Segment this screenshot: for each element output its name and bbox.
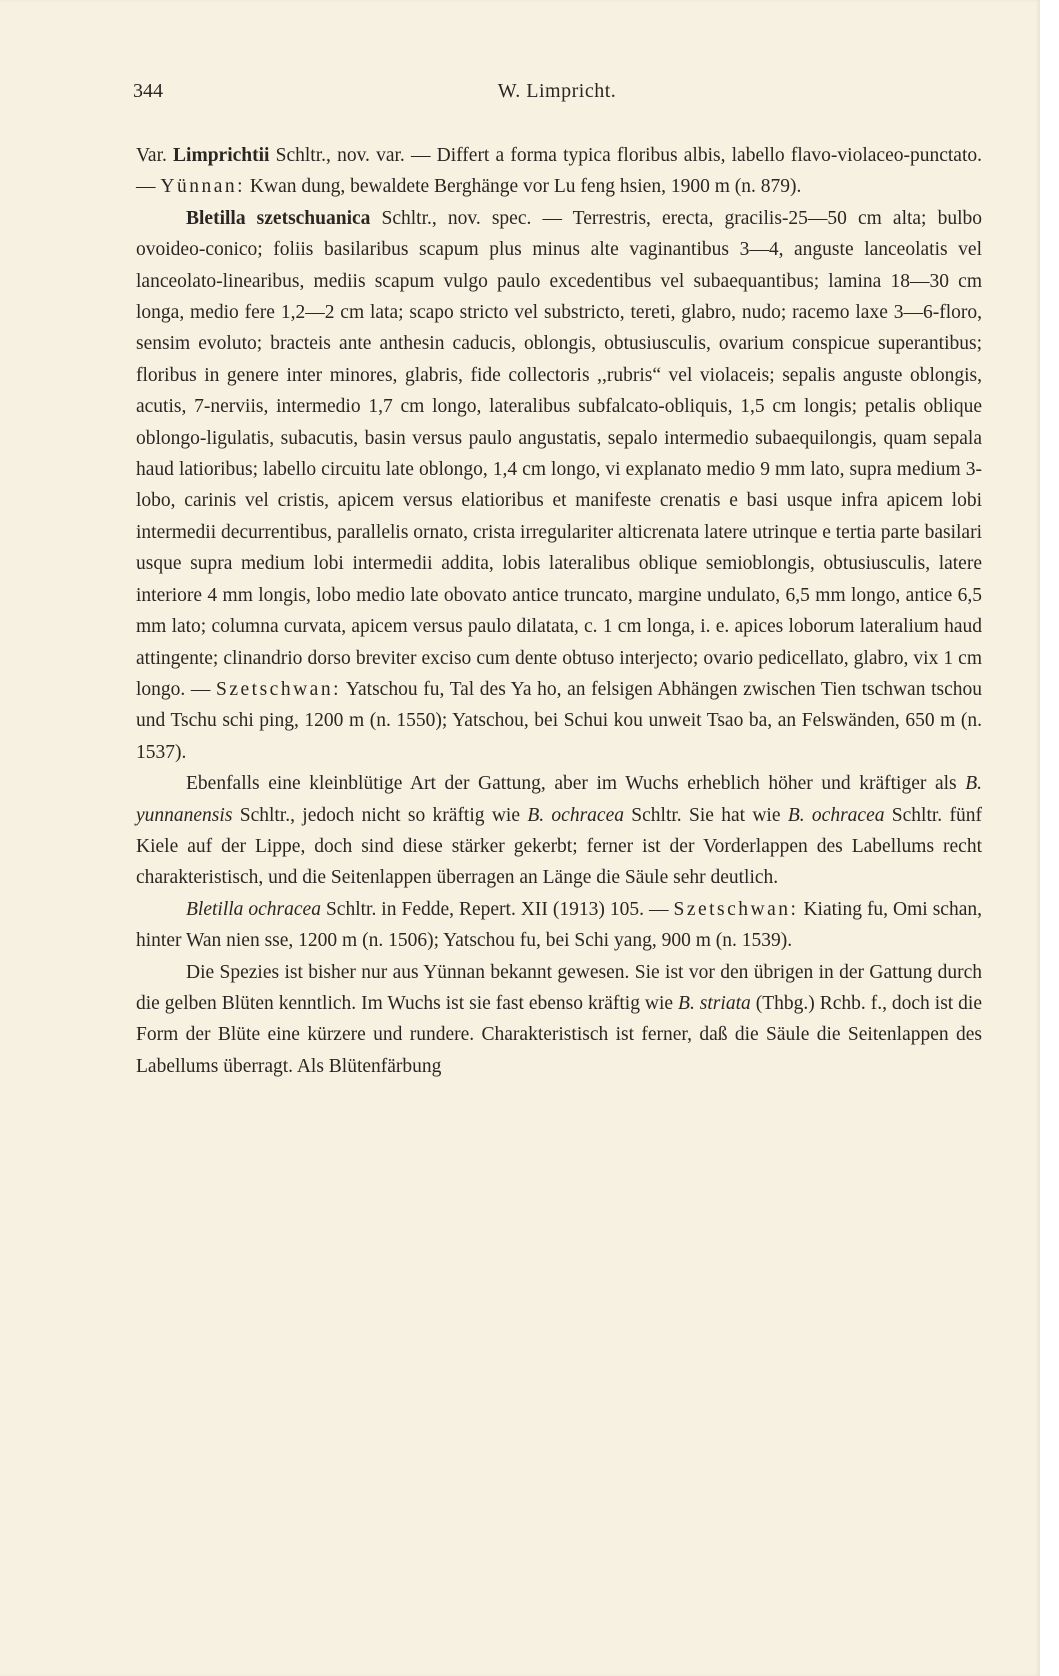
paragraph-comparison: [136, 768, 982, 894]
text-run: Var.: [136, 145, 174, 166]
species-name: B. ochracea: [787, 804, 885, 826]
text-run: Schltr. in Fedde, Repert. XII (1913) 105. —: [320, 898, 674, 920]
region-name: Szetschwan:: [216, 678, 341, 700]
region-name: Yünnan:: [160, 176, 246, 198]
text-run: Yatschou fu, Tal des Ya ho, an felsigen Abhängen zwischen Tien tschwan tschou und Tschu schi ping, 1200 m (n. 1550); Yatschou, bei Schui kou unweit Tsao ba, an Felswänden, 650 m (n. 1537).: [136, 678, 982, 763]
text-run: Kwan dung, bewaldete Berghänge vor Lu feng hsien, 1900 m (n. 879).: [245, 176, 802, 198]
body-text: [136, 140, 982, 1082]
taxon-name: Limprichtii: [173, 145, 270, 166]
paragraph-bletilla-szetschuanica: [136, 203, 982, 768]
page-header: [133, 79, 981, 103]
text-run: Schltr., nov. var. — Differt a forma typica floribus albis, labello flavo-violaceo-punctato. —: [136, 145, 982, 198]
text-run: Schltr., jedoch nicht so kräftig wie: [232, 804, 528, 826]
species-name: Bletilla ochracea: [186, 898, 321, 920]
text-run: Schltr. Sie hat wie: [623, 804, 788, 826]
text-run: Die Spezies ist bisher nur aus Yünnan bekannt gewesen. Sie ist vor den übrigen in der Gattung durch die gelben Blüten kenntlich. Im Wuchs ist sie fast ebenso kräftig wie: [136, 961, 982, 1014]
text-run: Schltr., nov. spec. — Terrestris, erecta, gracilis-25—50 cm alta; bulbo ovoideo-conico; foliis basilaribus scapum plus minus alte vaginantibus 3—4, anguste lanceolatis vel lanceolato-linearibus, mediis scapum vulgo paulo excedentibus vel subaequantibus; lamina 18—30 cm longa, medio fere 1,2—2 cm lata; scapo stricto vel substricto, tereti, glabro, nudo; racemo laxe 3—6-floro, sensim evoluto; bracteis ante anthesin caducis, oblongis, obtusiusculis, ovarium conspicue superantibus; floribus in genere inter minores, glabris, fide collectoris ,,rubris“ vel violaceis; sepalis anguste oblongis, acutis, 7-nerviis, intermedio 1,7 cm longo, lateralibus subfalcato-obliquis, 1,5 cm longis; petalis oblique oblongo-ligulatis, subacutis, basin versus paulo angustatis, sepalo intermedio subaequilongis, quam sepala haud latioribus; labello circuitu late oblongo, 1,4 cm longo, vi explanato medio 9 mm lato, supra medium 3-lobo, carinis vel cristis, apicem versus elatioribus et manifeste crenatis e basi usque infra apicem lobi intermedii decurrentibus, parallelis ornato, crista irregulariter alticrenata latere utrinque e tertia parte basilari usque supra medium lobi intermedii addita, lobis lateralibus oblique semioblongis, obtusiusculis, latere interiore 4 mm longis, lobo medio late obovato antice truncato, margine undulato, 6,5 mm longo, antice 6,5 mm lato; columna curvata, apicem versus paulo dilatata, c. 1 cm longa, i. e. apices loborum lateralium haud attingente; clinandrio dorso breviter exciso cum dente obtuso interjecto; ovario pedicellato, glabro, vix 1 cm longo. —: [136, 207, 982, 700]
region-name: Szetschwan:: [673, 898, 799, 920]
text-run: Schltr. fünf Kiele auf der Lippe, doch sind diese stärker gekerbt; ferner ist der Vorderlappen des Labellums recht charakteristisch, und die Seitenlappen überragen an Länge die Säule sehr deutlich.: [136, 804, 982, 889]
text-run: (Thbg.) Rchb. f., doch ist die Form der Blüte eine kürzere und rundere. Charakteristisch ist ferner, daß die Säule die Seitenlappen des Labellums überragt. Als Blütenfärbung: [136, 992, 982, 1077]
text-run: Ebenfalls eine kleinblütige Art der Gattung, aber im Wuchs erheblich höher und kräftiger als: [186, 773, 966, 795]
paragraph-var-limprichtii: [136, 140, 982, 203]
text-run: Kiating fu, Omi schan, hinter Wan nien sse, 1200 m (n. 1506); Yatschou fu, bei Schi yang, 900 m (n. 1539).: [136, 898, 982, 952]
species-name: B. ochracea: [527, 804, 624, 826]
page-number: 344: [133, 80, 163, 102]
running-head: W. Limpricht.: [497, 80, 617, 102]
taxon-name: Bletilla szetschuanica: [186, 207, 371, 229]
paragraph-bletilla-ochracea: [136, 894, 982, 957]
paragraph-species-notes: [136, 957, 982, 1083]
species-name: B. yunnanensis: [136, 773, 982, 826]
species-name: B. striata: [678, 992, 751, 1014]
